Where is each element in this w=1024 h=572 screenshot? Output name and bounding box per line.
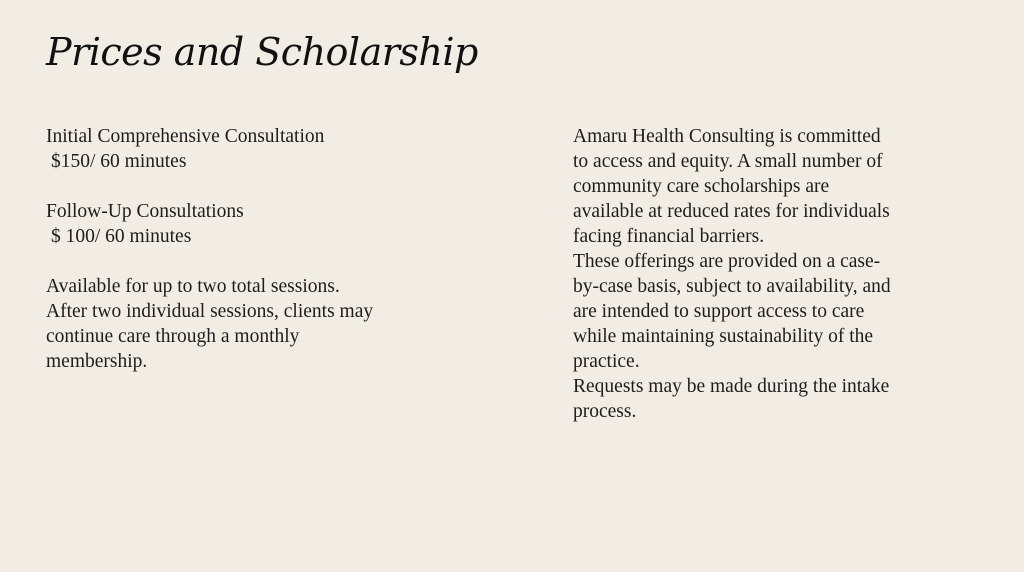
sessions-text-line: Available for up to two total sessions. xyxy=(46,276,340,297)
scholarship-text-line: process. xyxy=(573,401,637,422)
scholarship-text-line: while maintaining sustainability of the xyxy=(573,326,874,347)
scholarship-text-line: to access and equity. A small number of xyxy=(573,151,883,172)
page-title: Prices and Scholarship xyxy=(46,30,478,74)
scholarship-column xyxy=(573,124,973,424)
scholarship-text-line: Requests may be made during the intake xyxy=(573,376,890,397)
followup-consultation-price: $ 100/ 60 minutes xyxy=(51,226,192,247)
scholarship-text-line: practice. xyxy=(573,351,640,372)
spacer xyxy=(46,174,446,199)
scholarship-text-line: facing financial barriers. xyxy=(573,226,765,247)
scholarship-text-line: Amaru Health Consulting is committed xyxy=(573,126,881,147)
scholarship-text-line: by-case basis, subject to availability, and xyxy=(573,276,891,297)
initial-consultation-price: $150/ 60 minutes xyxy=(51,151,187,172)
followup-consultation-label: Follow-Up Consultations xyxy=(46,201,244,222)
scholarship-text-line: These offerings are provided on a case- xyxy=(573,251,881,272)
scholarship-text-line: are intended to support access to care xyxy=(573,301,865,322)
sessions-text-line: membership. xyxy=(46,351,148,372)
spacer xyxy=(46,249,446,274)
initial-consultation-label: Initial Comprehensive Consultation xyxy=(46,126,325,147)
sessions-text-line: After two individual sessions, clients may xyxy=(46,301,374,322)
sessions-text-line: continue care through a monthly xyxy=(46,326,300,347)
scholarship-text-line: available at reduced rates for individuals xyxy=(573,201,890,222)
pricing-column xyxy=(46,124,446,374)
scholarship-text-line: community care scholarships are xyxy=(573,176,830,197)
